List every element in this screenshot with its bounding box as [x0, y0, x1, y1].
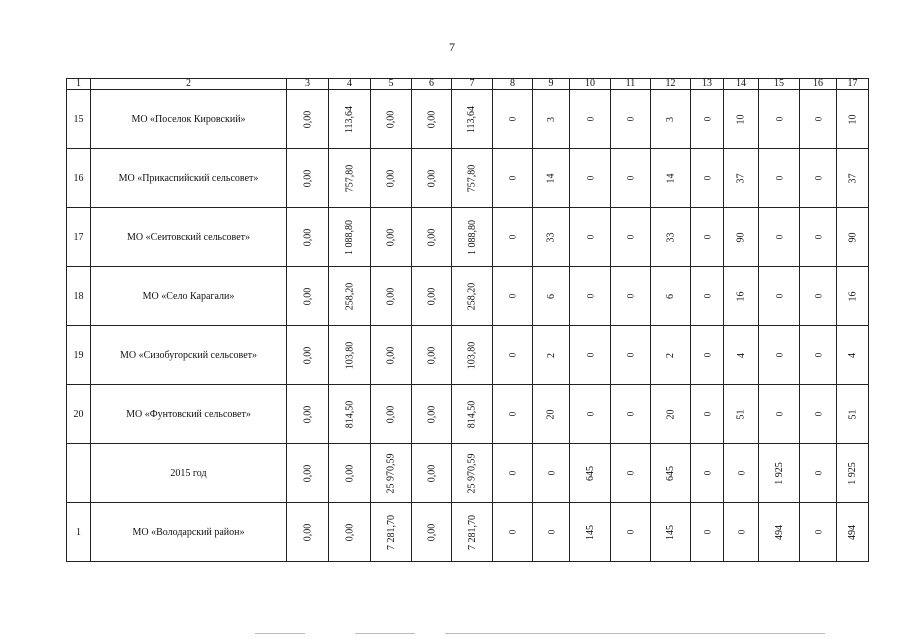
cell-value: 0,00: [385, 405, 397, 423]
cell-value: 1 088,80: [466, 219, 478, 255]
cell-value: 16: [735, 291, 747, 301]
row-name: 2015 год: [91, 444, 287, 503]
value-cell: [837, 149, 869, 208]
cell-value: 10: [847, 114, 858, 124]
cell-value: 0,00: [426, 228, 437, 246]
header-cell: 3: [287, 79, 329, 90]
table-row: [67, 90, 869, 149]
cell-value: 0: [507, 529, 518, 534]
value-cell: [533, 267, 570, 326]
value-cell: [611, 267, 651, 326]
row-number: 16: [67, 149, 91, 208]
value-cell: [691, 149, 724, 208]
value-cell: [800, 444, 837, 503]
cell-value: 0,00: [385, 346, 397, 364]
value-cell: [412, 444, 452, 503]
cell-value: 51: [735, 409, 747, 419]
cell-value: 0,00: [302, 405, 313, 423]
value-cell: [651, 208, 691, 267]
value-cell: [570, 444, 611, 503]
row-number: 17: [67, 208, 91, 267]
value-cell: [452, 444, 493, 503]
cell-value: 0,00: [426, 405, 437, 423]
cell-value: 814,50: [466, 400, 478, 428]
value-cell: [493, 444, 533, 503]
value-cell: [759, 385, 800, 444]
value-cell: [329, 326, 371, 385]
scan-artifact: [255, 633, 305, 634]
value-cell: [691, 90, 724, 149]
value-cell: [759, 326, 800, 385]
table-row: [67, 149, 869, 208]
value-cell: [533, 444, 570, 503]
value-cell: [837, 267, 869, 326]
value-cell: [611, 503, 651, 562]
row-number: 1: [67, 503, 91, 562]
cell-value: 0: [625, 529, 636, 534]
value-cell: [287, 385, 329, 444]
cell-value: 0: [813, 411, 823, 416]
value-cell: [724, 267, 759, 326]
cell-value: 494: [847, 524, 858, 540]
value-cell: [651, 444, 691, 503]
cell-value: 0: [774, 411, 784, 416]
value-cell: [570, 503, 611, 562]
cell-value: 0: [736, 470, 746, 475]
value-cell: [371, 444, 412, 503]
value-cell: [611, 444, 651, 503]
value-cell: [724, 326, 759, 385]
row-number: 19: [67, 326, 91, 385]
header-cell: 11: [611, 79, 651, 90]
value-cell: [759, 444, 800, 503]
value-cell: [837, 385, 869, 444]
cell-value: 0: [507, 116, 518, 121]
value-cell: [651, 385, 691, 444]
cell-value: 757,80: [344, 164, 355, 192]
cell-value: 90: [735, 232, 747, 242]
value-cell: [452, 267, 493, 326]
value-cell: [570, 149, 611, 208]
value-cell: [691, 444, 724, 503]
value-cell: [570, 90, 611, 149]
cell-value: 90: [847, 232, 858, 242]
value-cell: [651, 267, 691, 326]
value-cell: [329, 90, 371, 149]
cell-value: 3: [665, 116, 676, 122]
value-cell: [287, 503, 329, 562]
cell-value: 258,20: [466, 282, 478, 310]
cell-value: 0,00: [426, 346, 437, 364]
value-cell: [611, 149, 651, 208]
value-cell: [287, 326, 329, 385]
value-cell: [800, 90, 837, 149]
cell-value: 0: [546, 470, 556, 475]
table-row: [67, 503, 869, 562]
value-cell: [533, 208, 570, 267]
value-cell: [759, 267, 800, 326]
header-cell: 16: [800, 79, 837, 90]
header-cell: 17: [837, 79, 869, 90]
value-cell: [570, 208, 611, 267]
value-cell: [329, 385, 371, 444]
value-cell: [759, 208, 800, 267]
row-name: МО «Сизобугорский сельсовет»: [91, 326, 287, 385]
header-cell: 1: [67, 79, 91, 90]
cell-value: 0: [585, 352, 595, 357]
row-name: МО «Прикаспийский сельсовет»: [91, 149, 287, 208]
value-cell: [533, 503, 570, 562]
value-cell: [800, 385, 837, 444]
value-cell: [493, 326, 533, 385]
row-name: МО «Володарский район»: [91, 503, 287, 562]
value-cell: [691, 267, 724, 326]
value-cell: [371, 149, 412, 208]
cell-value: 494: [773, 524, 785, 540]
value-cell: [493, 149, 533, 208]
cell-value: 258,20: [344, 282, 355, 310]
value-cell: [691, 208, 724, 267]
row-name: МО «Поселок Кировский»: [91, 90, 287, 149]
value-cell: [287, 149, 329, 208]
value-cell: [570, 385, 611, 444]
header-cell: 13: [691, 79, 724, 90]
cell-value: 0: [585, 234, 595, 239]
value-cell: [759, 149, 800, 208]
cell-value: 1 088,80: [344, 219, 355, 255]
cell-value: 16: [847, 291, 858, 301]
header-cell: 2: [91, 79, 287, 90]
value-cell: [371, 326, 412, 385]
cell-value: 0: [736, 529, 746, 534]
value-cell: [691, 503, 724, 562]
value-cell: [412, 385, 452, 444]
value-cell: [837, 444, 869, 503]
cell-value: 0: [702, 116, 712, 121]
value-cell: [724, 90, 759, 149]
value-cell: [452, 90, 493, 149]
cell-value: 0: [774, 293, 784, 298]
value-cell: [371, 385, 412, 444]
value-cell: [533, 149, 570, 208]
cell-value: 0: [702, 470, 712, 475]
cell-value: 0: [813, 116, 823, 121]
row-number: 15: [67, 90, 91, 149]
row-number: [67, 444, 91, 503]
value-cell: [452, 149, 493, 208]
header-cell: 7: [452, 79, 493, 90]
cell-value: 0: [507, 293, 518, 298]
cell-value: 0: [625, 411, 636, 416]
value-cell: [837, 208, 869, 267]
value-cell: [371, 90, 412, 149]
table-row: [67, 267, 869, 326]
value-cell: [611, 385, 651, 444]
cell-value: 0,00: [344, 464, 355, 482]
cell-value: 20: [665, 409, 676, 419]
cell-value: 0: [507, 411, 518, 416]
cell-value: 0,00: [302, 523, 313, 541]
cell-value: 0: [702, 234, 712, 239]
value-cell: [287, 208, 329, 267]
data-table: [66, 78, 869, 562]
value-cell: [452, 208, 493, 267]
cell-value: 0,00: [302, 110, 313, 128]
value-cell: [493, 385, 533, 444]
cell-value: 0: [625, 234, 636, 239]
value-cell: [611, 90, 651, 149]
value-cell: [724, 385, 759, 444]
value-cell: [800, 208, 837, 267]
cell-value: 0,00: [302, 287, 313, 305]
value-cell: [493, 208, 533, 267]
value-cell: [412, 503, 452, 562]
value-cell: [837, 503, 869, 562]
value-cell: [800, 149, 837, 208]
cell-value: 814,50: [344, 400, 355, 428]
value-cell: [533, 385, 570, 444]
value-cell: [724, 149, 759, 208]
cell-value: 51: [847, 409, 858, 419]
cell-value: 113,64: [466, 105, 478, 133]
header-cell: 14: [724, 79, 759, 90]
table-row: [67, 444, 869, 503]
cell-value: 0: [702, 293, 712, 298]
value-cell: [452, 326, 493, 385]
cell-value: 145: [665, 524, 676, 540]
cell-value: 7 281,70: [385, 514, 397, 550]
row-name: МО «Фунтовский сельсовет»: [91, 385, 287, 444]
value-cell: [724, 503, 759, 562]
cell-value: 0,00: [302, 228, 313, 246]
cell-value: 0: [702, 175, 712, 180]
value-cell: [412, 267, 452, 326]
cell-value: 0: [813, 175, 823, 180]
cell-value: 6: [545, 293, 557, 299]
row-name: МО «Село Карагали»: [91, 267, 287, 326]
cell-value: 0: [585, 411, 595, 416]
value-cell: [452, 503, 493, 562]
cell-value: 0: [774, 175, 784, 180]
value-cell: [651, 149, 691, 208]
value-cell: [329, 503, 371, 562]
cell-value: 0: [813, 234, 823, 239]
cell-value: 0: [585, 116, 595, 121]
cell-value: 103,80: [466, 341, 478, 369]
value-cell: [371, 267, 412, 326]
value-cell: [493, 90, 533, 149]
cell-value: 0: [625, 116, 636, 121]
value-cell: [837, 326, 869, 385]
value-cell: [329, 267, 371, 326]
header-cell: 15: [759, 79, 800, 90]
value-cell: [837, 90, 869, 149]
cell-value: 0,00: [302, 346, 313, 364]
value-cell: [412, 208, 452, 267]
value-cell: [329, 208, 371, 267]
cell-value: 0,00: [344, 523, 355, 541]
cell-value: 1 925: [847, 461, 858, 485]
cell-value: 0: [625, 470, 636, 475]
cell-value: 0: [507, 470, 518, 475]
cell-value: 37: [735, 173, 747, 183]
value-cell: [759, 90, 800, 149]
value-cell: [724, 208, 759, 267]
row-number: 18: [67, 267, 91, 326]
cell-value: 6: [665, 293, 676, 299]
cell-value: 0,00: [426, 169, 437, 187]
value-cell: [452, 385, 493, 444]
row-number: 20: [67, 385, 91, 444]
value-cell: [651, 90, 691, 149]
header-cell: 8: [493, 79, 533, 90]
value-cell: [287, 90, 329, 149]
cell-value: 0: [774, 116, 784, 121]
value-cell: [493, 267, 533, 326]
value-cell: [533, 90, 570, 149]
value-cell: [329, 444, 371, 503]
cell-value: 0: [702, 529, 712, 534]
cell-value: 0: [774, 352, 784, 357]
cell-value: 145: [584, 524, 596, 540]
cell-value: 25 970,59: [385, 453, 397, 493]
cell-value: 0: [625, 293, 636, 298]
value-cell: [800, 503, 837, 562]
value-cell: [570, 326, 611, 385]
cell-value: 0: [813, 470, 823, 475]
cell-value: 0: [507, 234, 518, 239]
value-cell: [651, 503, 691, 562]
cell-value: 0,00: [426, 110, 437, 128]
cell-value: 103,80: [344, 341, 355, 369]
cell-value: 0: [813, 529, 823, 534]
scan-artifact: [355, 633, 415, 634]
cell-value: 33: [545, 232, 557, 242]
cell-value: 0,00: [426, 287, 437, 305]
cell-value: 0,00: [302, 169, 313, 187]
header-cell: 5: [371, 79, 412, 90]
cell-value: 0,00: [426, 523, 437, 541]
page-number: 7: [449, 40, 455, 54]
header-cell: 4: [329, 79, 371, 90]
cell-value: 2: [665, 352, 676, 358]
cell-value: 0,00: [385, 287, 397, 305]
cell-value: 0: [813, 352, 823, 357]
cell-value: 0,00: [302, 464, 313, 482]
cell-value: 645: [665, 465, 676, 481]
value-cell: [691, 326, 724, 385]
row-name: МО «Сеитовский сельсовет»: [91, 208, 287, 267]
table-row: [67, 208, 869, 267]
cell-value: 0: [507, 175, 518, 180]
value-cell: [412, 90, 452, 149]
value-cell: [724, 444, 759, 503]
cell-value: 0: [813, 293, 823, 298]
cell-value: 0,00: [385, 228, 397, 246]
value-cell: [412, 149, 452, 208]
cell-value: 1 925: [773, 461, 785, 485]
cell-value: 0: [702, 411, 712, 416]
value-cell: [287, 267, 329, 326]
cell-value: 7 281,70: [466, 514, 478, 550]
cell-value: 0,00: [426, 464, 437, 482]
value-cell: [800, 326, 837, 385]
cell-value: 33: [665, 232, 676, 242]
value-cell: [287, 444, 329, 503]
cell-value: 4: [735, 352, 747, 358]
value-cell: [371, 503, 412, 562]
header-cell: 6: [412, 79, 452, 90]
value-cell: [371, 208, 412, 267]
cell-value: 0: [546, 529, 556, 534]
table-row: [67, 385, 869, 444]
value-cell: [570, 267, 611, 326]
value-cell: [611, 208, 651, 267]
value-cell: [329, 149, 371, 208]
cell-value: 4: [847, 352, 858, 358]
cell-value: 113,64: [343, 105, 355, 133]
value-cell: [800, 267, 837, 326]
value-cell: [533, 326, 570, 385]
cell-value: 0: [625, 175, 636, 180]
value-cell: [691, 385, 724, 444]
value-cell: [611, 326, 651, 385]
table-row: [67, 326, 869, 385]
header-cell: 12: [651, 79, 691, 90]
value-cell: [493, 503, 533, 562]
cell-value: 0: [625, 352, 636, 357]
cell-value: 0: [507, 352, 518, 357]
cell-value: 0,00: [385, 169, 397, 187]
cell-value: 37: [847, 173, 858, 183]
header-cell: 9: [533, 79, 570, 90]
cell-value: 0: [702, 352, 712, 357]
cell-value: 2: [545, 352, 557, 358]
cell-value: 0: [585, 175, 595, 180]
cell-value: 0: [774, 234, 784, 239]
cell-value: 645: [584, 465, 596, 481]
cell-value: 10: [735, 114, 747, 124]
cell-value: 757,80: [466, 164, 478, 192]
cell-value: 0: [585, 293, 595, 298]
cell-value: 14: [545, 173, 557, 183]
cell-value: 14: [665, 173, 676, 183]
value-cell: [759, 503, 800, 562]
scan-artifact: [445, 633, 825, 634]
value-cell: [651, 326, 691, 385]
cell-value: 0,00: [385, 110, 397, 128]
cell-value: 25 970,59: [466, 453, 478, 493]
header-cell: 10: [570, 79, 611, 90]
header-row: [67, 79, 869, 90]
value-cell: [412, 326, 452, 385]
cell-value: 3: [545, 116, 557, 122]
cell-value: 20: [545, 409, 557, 419]
